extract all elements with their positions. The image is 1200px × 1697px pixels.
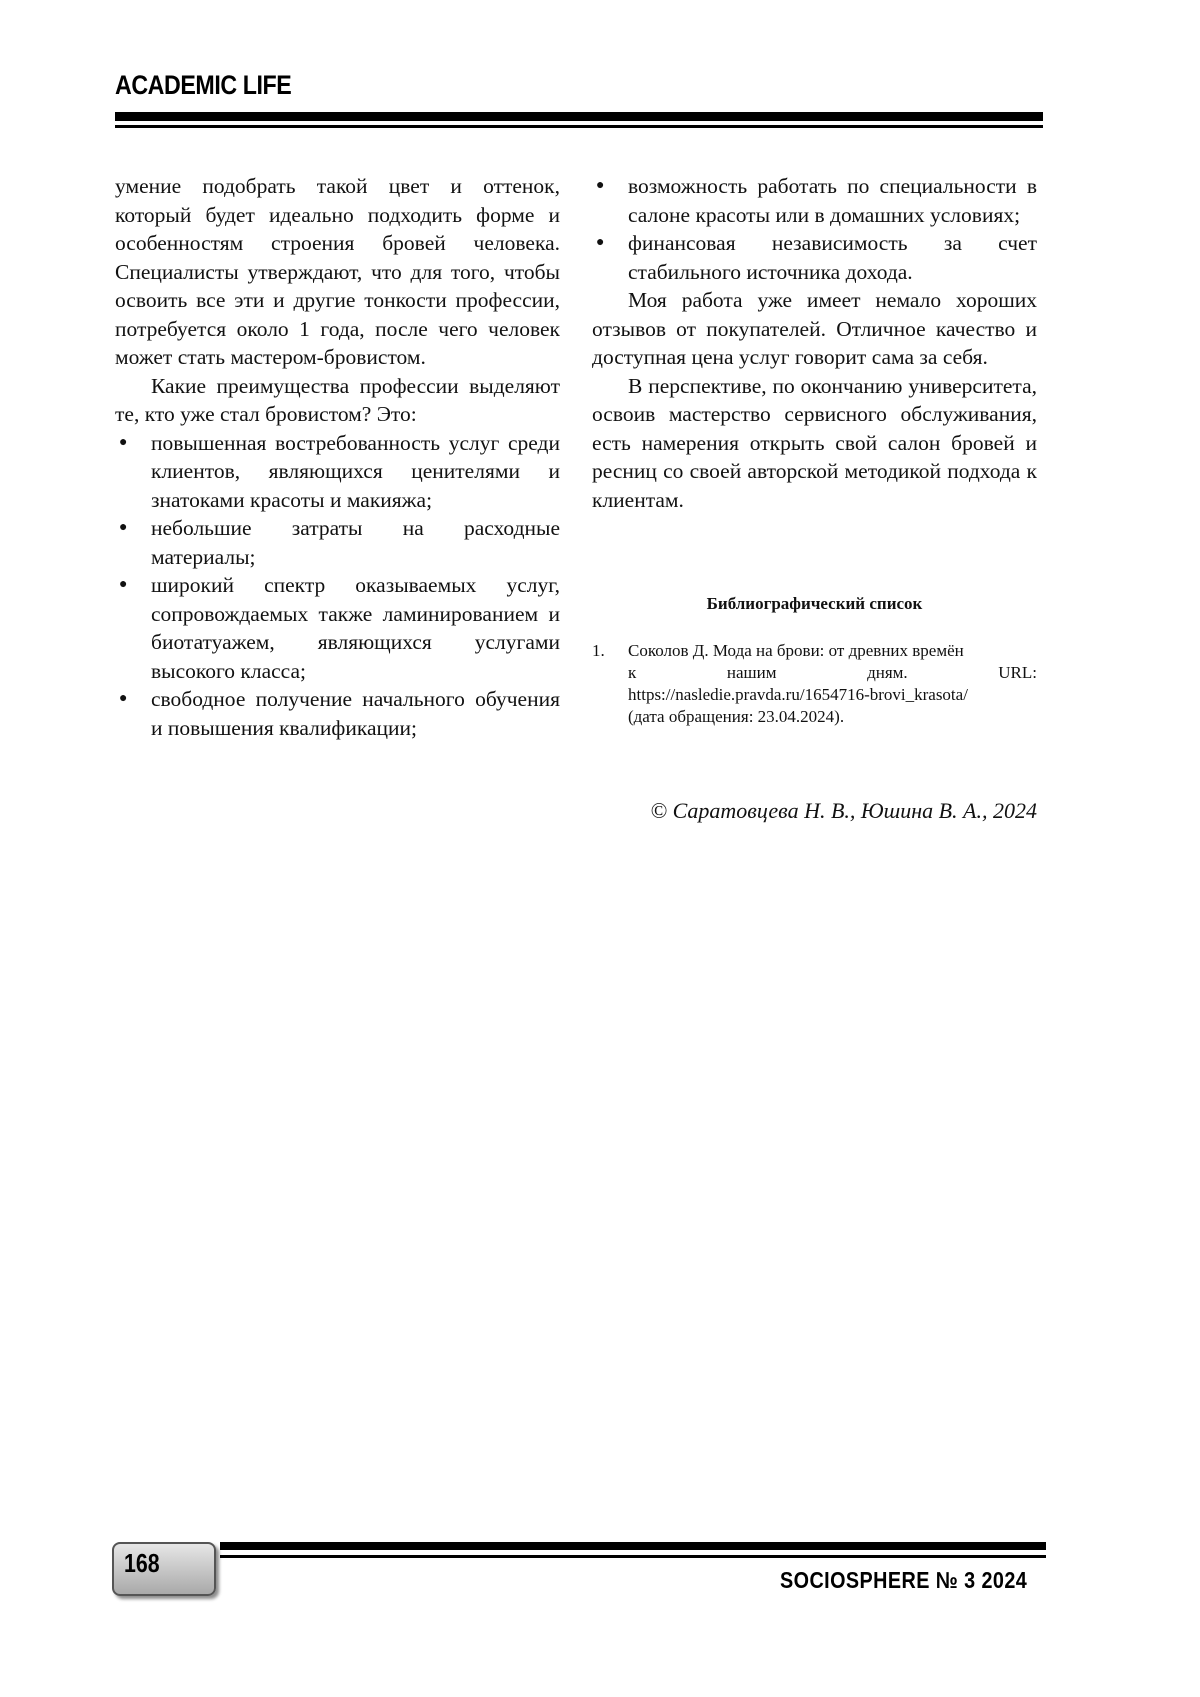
list-item [592,172,1037,229]
bibliography-word: нашим [726,663,777,682]
list-item-text: небольшие затраты на расходные материалы; [151,516,560,569]
left-bullet-list [115,429,560,743]
right-bullet-list [592,172,1037,286]
list-item-text: свободное получение начального обучения и повышения квалификации; [151,687,560,740]
footer-rule-thin [220,1555,1046,1558]
left-paragraph-2: Какие преимущества профессии выделяют те, кто уже стал бровистом? Это: [115,373,560,426]
header-rule-thick [115,112,1043,121]
footer-rule-thick [220,1542,1046,1550]
bullet-icon: ● [596,178,605,193]
bibliography-item-line: Соколов Д. Мода на брови: от древних времён [628,641,964,660]
right-column [592,172,1037,514]
bullet-icon: ● [596,235,605,250]
right-paragraph-1: Моя работа уже имеет немало хороших отзывов от покупателей. Отличное качество и доступная цена услуг говорит сама за себя. [592,288,1037,369]
bullet-icon: ● [119,520,128,535]
bullet-icon: ● [119,577,128,592]
bibliography-word: URL: [998,663,1037,682]
bibliography-item-line: (дата обращения: 23.04.2024). [628,707,845,726]
bullet-icon: ● [119,691,128,706]
bibliography-list [592,640,1037,728]
header-rule-thin [115,125,1043,128]
list-item [115,685,560,742]
copyright-line: © Саратовцева Н. В., Юшина В. А., 2024 [650,798,1037,823]
bibliography-item-number: 1. [592,641,605,660]
bibliography-word: дням. [867,663,908,682]
bibliography-heading: Библиографический список [706,594,923,613]
list-item-text: повышенная востребованность услуг среди клиентов, являющихся ценителями и знатоками красоты и макияжа; [151,430,560,512]
running-header-title: ACADEMIC LIFE [115,70,292,100]
list-item-text: широкий спектр оказываемых услуг, сопровождаемых также ламинированием и биотатуажем, являющихся услугами высокого класса; [151,573,560,683]
list-item [115,571,560,685]
list-item [115,514,560,571]
left-column [115,172,560,742]
bullet-icon: ● [119,434,128,450]
bibliography-item-line [628,662,1037,684]
bibliography-item [592,640,1037,728]
list-item-text: финансовая независимость за счет стабильного источника дохода. [628,231,1037,284]
list-item [115,429,560,515]
list-item [592,229,1037,286]
bibliography-word: к [628,663,637,682]
left-paragraph-1: умение подобрать такой цвет и оттенок, который будет идеально подходить форме и особенностям строения бровей человека. Специалисты утверждают, что для того, чтобы освоить все эти и другие тонкости профессии, потребуется около 1 года, после чего человек может стать мастером-бровистом. [115,174,560,369]
list-item-text: возможность работать по специальности в салоне красоты или в домашних условиях; [628,174,1037,227]
bibliography-url-link[interactable]: https://nasledie.pravda.ru/1654716-brovi_krasota/ [628,685,968,704]
footer-journal-name: SOCIOSPHERE № 3 2024 [780,1567,1028,1593]
right-paragraph-2: В перспективе, по окончанию университета, освоив мастерство сервисного обслуживания, есть намерения открыть свой салон бровей и ресниц со своей авторской методикой подхода к клиентам. [592,373,1037,512]
page-number: 168 [124,1548,160,1578]
